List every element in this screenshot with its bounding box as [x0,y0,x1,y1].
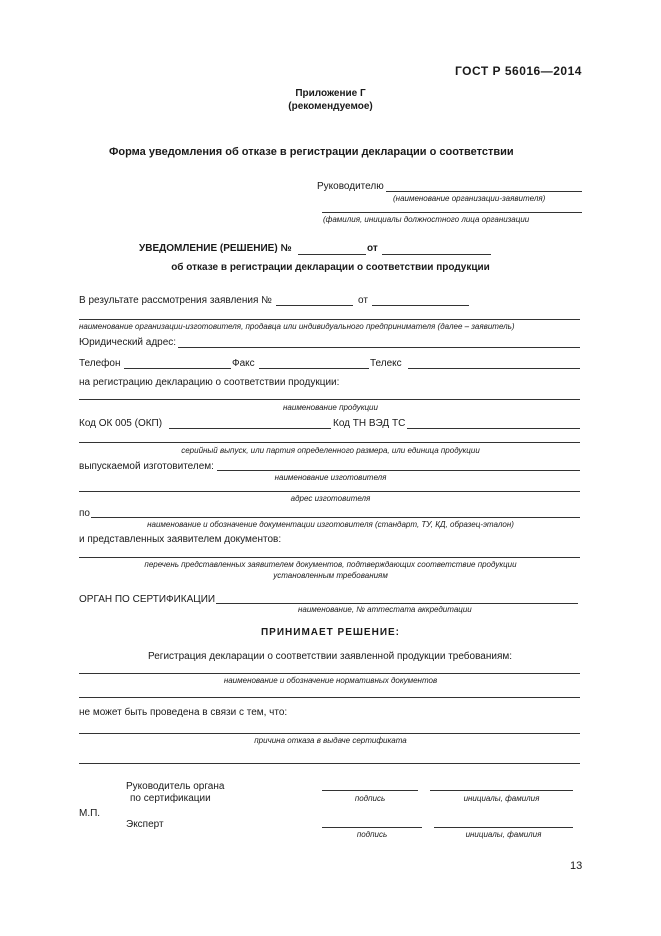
applicant-line[interactable] [79,319,580,320]
documentation-line[interactable] [91,517,580,518]
head-label-2: по сертификации [130,793,211,804]
applicant-caption: наименование организации-изготовителя, продавца или индивидуального предпринимателя (далее – заявитель) [79,322,515,331]
cert-body-caption: наименование, № аттестата аккредитации [298,605,472,614]
notice-subtitle: об отказе в регистрации декларации о соответствии продукции [171,262,490,273]
norm-docs-line[interactable] [79,673,580,674]
head-label-1: Руководитель органа [126,781,225,792]
registration-text: на регистрацию декларацию о соответствии продукции: [79,377,340,388]
tnved-code-label: Код ТН ВЭД ТС [333,418,406,429]
cert-body-line[interactable] [216,603,578,604]
application-date-line[interactable] [372,305,469,306]
notice-date-line[interactable] [382,254,491,255]
expert-initials-line[interactable] [434,827,573,828]
documentation-caption: наименование и обозначение документации изготовителя (стандарт, ТУ, КД, образец-эталон) [147,520,514,529]
notice-from: от [367,243,378,254]
okp-code-line[interactable] [169,428,331,429]
review-from: от [358,295,368,306]
norm-docs-caption: наименование и обозначение нормативных документов [223,676,438,685]
cert-body-label: ОРГАН ПО СЕРТИФИКАЦИИ [79,594,216,605]
addressee-person-caption: (фамилия, инициалы должностного лица организации [323,215,530,224]
expert-signature-caption: подпись [356,830,388,839]
appendix-note: (рекомендуемое) [288,101,373,112]
submitted-docs-line[interactable] [79,557,580,558]
by-label: по [79,508,90,519]
telex-label: Телекс [370,358,402,369]
manufacturer-caption: наименование изготовителя [274,473,387,482]
head-initials-line[interactable] [430,790,573,791]
fax-label: Факс [232,358,255,369]
appendix-title: Приложение Г [295,88,366,99]
fax-line[interactable] [259,368,369,369]
phone-line[interactable] [124,368,231,369]
reason-line[interactable] [79,733,580,734]
application-number-line[interactable] [276,305,353,306]
expert-signature-line[interactable] [322,827,422,828]
head-signature-line[interactable] [322,790,418,791]
expert-label: Эксперт [126,819,164,830]
head-signature-caption: подпись [354,794,386,803]
norm-docs-line-2[interactable] [79,697,580,698]
addressee-org-caption: (наименование организации-заявителя) [393,194,546,203]
reason-caption: причина отказа в выдаче сертификата [254,736,407,745]
stamp-label: М.П. [79,808,101,819]
legal-address-label: Юридический адрес: [79,337,177,348]
product-caption: наименование продукции [283,403,378,412]
notice-number-line[interactable] [298,254,366,255]
manufacturer-address-line[interactable] [79,491,580,492]
legal-address-line[interactable] [178,347,580,348]
addressee-org-line[interactable] [386,191,582,192]
decision-text: Регистрация декларации о соответствии заявленной продукции требованиям: [148,651,513,662]
phone-label: Телефон [79,358,121,369]
telex-line[interactable] [408,368,580,369]
manufacturer-address-caption: адрес изготовителя [290,494,371,503]
standard-number: ГОСТ Р 56016—2014 [455,64,582,78]
submitted-docs-label: и представленных заявителем документов: [79,534,282,545]
submitted-docs-caption-1: перечень представленных заявителем документов, подтверждающих соответствие продукции [144,560,517,569]
addressee-label: Руководителю [317,181,384,192]
batch-caption: серийный выпуск, или партия определенного размера, или единица продукции [181,446,480,455]
review-text: В результате рассмотрения заявления № [79,295,272,306]
head-initials-caption: инициалы, фамилия [463,794,540,803]
manufacturer-line[interactable] [217,470,580,471]
addressee-person-line[interactable] [322,212,582,213]
tnved-code-line[interactable] [407,428,580,429]
cannot-text: не может быть проведена в связи с тем, что: [79,707,288,718]
page-number: 13 [570,860,583,872]
submitted-docs-caption-2: установленным требованиям [273,571,388,580]
reason-line-2[interactable] [79,763,580,764]
batch-line[interactable] [79,442,580,443]
manufacturer-label: выпускаемой изготовителем: [79,461,214,472]
decision-heading: ПРИНИМАЕТ РЕШЕНИЕ: [260,627,401,638]
form-title: Форма уведомления об отказе в регистрации декларации о соответствии [109,146,514,158]
okp-code-label: Код ОК 005 (ОКП) [79,418,163,429]
notice-title: УВЕДОМЛЕНИЕ (РЕШЕНИЕ) № [139,243,292,254]
expert-initials-caption: инициалы, фамилия [465,830,542,839]
product-line[interactable] [79,399,580,400]
